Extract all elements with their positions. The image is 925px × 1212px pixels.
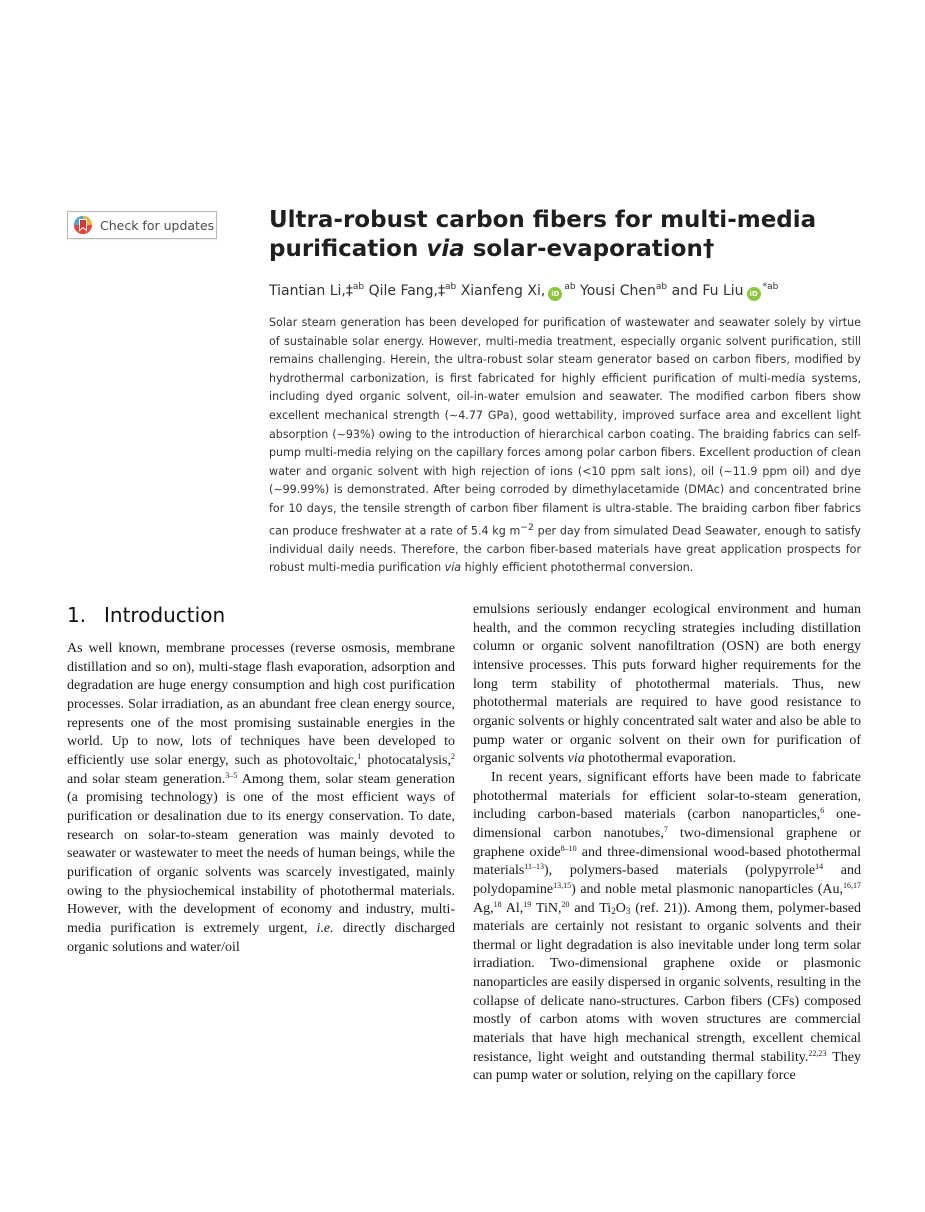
italic-run: i.e. <box>316 920 334 936</box>
text-run: photothermal evaporation. <box>584 751 736 767</box>
author-name: Yousi Chen <box>580 283 656 299</box>
citation-superscript: 22,23 <box>808 1048 827 1058</box>
author-list <box>269 277 869 301</box>
title-line-1: Ultra-robust carbon fibers for multi-media <box>269 207 817 233</box>
check-for-updates-label: Check for updates <box>100 217 215 233</box>
citation-superscript: 18 <box>493 899 502 909</box>
text-run: ) and noble metal plasmonic nanoparticles (Au, <box>571 881 843 897</box>
author-name: and Fu Liu <box>671 283 744 299</box>
text-run: Among them, solar steam generation (a promising technology) is one of the most efficient ways of purification or desalination due to its energy conservation. To date, research on solar-to-steam generation was mainly devoted to seawater or wastewater to meet the needs of human beings, while the purification of organic solvents was scarcely investigated, mainly owing to the physiochemical instability of photothermal materials. However, with the development of economy and industry, multi-media purification is extremely urgent, <box>67 771 455 936</box>
subscript: 3 <box>625 905 631 916</box>
citation-superscript: 13,15 <box>553 880 572 890</box>
text-run: Solar steam generation has been developed for purification of wastewater and seawater solely by virtue of sustainable solar energy. However, multi-media treatment, especially organic solvent purification, still remains challenging. Herein, the ultra-robust solar steam generator based on carbon fibers, modified by hydrothermal carbonization, is first fabricated for highly efficient purification of multi-media systems, including dyed organic solvent, oil-in-water emulsion and seawater. The modified carbon fibers show excellent mechanical strength (∼4.77 GPa), good wettability, improved surface area and excellent light absorption (∼93%) owing to the introduction of hierarchical carbon coating. The braiding fabrics can self-pump multi-media relying on the capillary forces among polar carbon fibers. Excellent production of clean water and organic solvent with high rejection of ions (<10 ppm salt ions), oil (∼11.9 ppm oil) and dye (∼99.99%) is demonstrated. After being corroded by dimethylacetamide (DMAc) and concentrated brine for 10 days, the tensile strength of carbon fiber filament is ultra-stable. The braiding carbon fiber fabrics can produce freshwater at a rate of 5.4 kg m <box>269 316 861 538</box>
paragraph-continued <box>473 602 861 766</box>
author-affiliation: ab <box>564 282 576 292</box>
citation-superscript: 6 <box>820 806 825 816</box>
orcid-icon[interactable]: iD <box>548 287 562 301</box>
text-run: They can pump water or solution, relying on the capillary force <box>473 1049 861 1084</box>
italic-run: via <box>567 751 585 767</box>
check-for-updates-badge[interactable] <box>67 211 217 239</box>
citation-superscript: 8–10 <box>560 843 577 853</box>
paper-title <box>269 206 869 264</box>
text-run: In recent years, significant efforts have been made to fabricate photothermal materials for efficient solar-to-steam generation, including carbon-based materials (carbon nanoparticles, <box>473 769 861 823</box>
text-run: O <box>615 900 626 916</box>
author-name: Xianfeng Xi, <box>460 283 546 299</box>
section-title: Introduction <box>104 603 226 627</box>
citation-superscript: 1 <box>357 751 362 761</box>
body-column-right <box>473 601 861 1086</box>
author <box>369 283 457 299</box>
citation-superscript: 7 <box>663 824 668 834</box>
title-line-2: purification via solar-evaporation† <box>269 236 715 262</box>
author-name: Tiantian Li,‡ <box>269 283 353 299</box>
citation-superscript: 3–5 <box>225 770 238 780</box>
text-run: Al, <box>501 900 524 916</box>
section-heading <box>67 602 225 628</box>
citation-superscript: 19 <box>523 899 532 909</box>
orcid-icon[interactable]: iD <box>747 287 761 301</box>
citation-superscript: 11–13 <box>524 862 545 872</box>
body-column-left <box>67 640 455 957</box>
author <box>580 283 667 299</box>
abstract <box>269 314 861 578</box>
text-run: and polydopamine <box>473 863 862 897</box>
text-run: As well known, membrane processes (reverse osmosis, membrane distillation and so on), multi-stage flash evaporation, adsorption and degradation are huge energy consumption and high cost purification processes. Solar irradiation, as an abundant free clean energy source, represents one of the most promising sustainable energies in the world. Up to now, lots of techniques have been developed to efficiently use solar energy, such as photovoltaic, <box>67 641 455 768</box>
text-run: and solar steam generation. <box>67 771 226 787</box>
text-run: (ref. 21)). Among them, polymer-based materials are certainly not resistant to organic solvents and their thermal or light degradation is also inevitable under long term solar irradiation. Two-dimensional graphene oxide or plasmonic nanoparticles are easily dispersed in organic solvents, resulting in the collapse of delicate nano-structures. Carbon fibers (CFs) composed mostly of carbon atoms with woven structures are commercial materials that have high mechanical strength, excellent chemical resistance, light weight and outstanding thermal stability. <box>473 900 861 1065</box>
italic-run: via <box>444 561 462 575</box>
citation-superscript: 14 <box>815 862 824 872</box>
author <box>672 283 779 299</box>
text-run: highly efficient photothermal conversion. <box>461 561 694 575</box>
subscript: 2 <box>611 905 616 916</box>
paragraph-recent-efforts <box>473 769 861 1086</box>
text-run: two-dimensional graphene or graphene oxide <box>473 825 862 860</box>
section-number: 1. <box>67 603 87 627</box>
text-run: and Ti <box>569 900 612 916</box>
text-run: one-dimensional carbon nanotubes, <box>473 807 861 841</box>
crossmark-icon <box>73 215 93 235</box>
author-affiliation: ab <box>445 282 457 292</box>
citation-superscript: 20 <box>561 899 570 909</box>
author <box>461 283 576 299</box>
text-run: ), polymers-based materials (polypyrrole <box>544 863 816 879</box>
citation-superscript: 16,17 <box>843 880 861 890</box>
author-affiliation: *ab <box>762 282 779 292</box>
text-run: TiN, <box>531 900 562 916</box>
text-run: and three-dimensional wood-based photothermal materials <box>473 844 861 879</box>
author-affiliation: ab <box>352 282 365 292</box>
citation-superscript: −2 <box>520 521 534 533</box>
text-run: emulsions seriously endanger ecological environment and human health, and the common recycling strategies including distillation column or organic solvent nanofiltration (OSN) are both energy intensive processes. This puts forward higher requirements for the long term stability of photothermal materials. Thus, new photothermal materials are required to have good resistance to organic solvents or highly concentrated salt water and also be able to pump water or organic solvent on their own for purification of organic solvents <box>473 602 861 767</box>
text-run: per day from simulated Dead Seawater, enough to satisfy individual daily needs. Therefore, the carbon fiber-based materials have great application prospects for robust multi-media purification <box>269 524 861 575</box>
author-affiliation: ab <box>655 282 668 292</box>
text-run: photocatalysis, <box>361 752 451 768</box>
text-run: directly discharged organic solutions and water/oil <box>67 920 455 955</box>
author-name: Qile Fang,‡ <box>368 283 445 299</box>
citation-superscript: 2 <box>451 751 455 761</box>
text-run: Ag, <box>473 900 494 916</box>
author <box>269 283 364 299</box>
